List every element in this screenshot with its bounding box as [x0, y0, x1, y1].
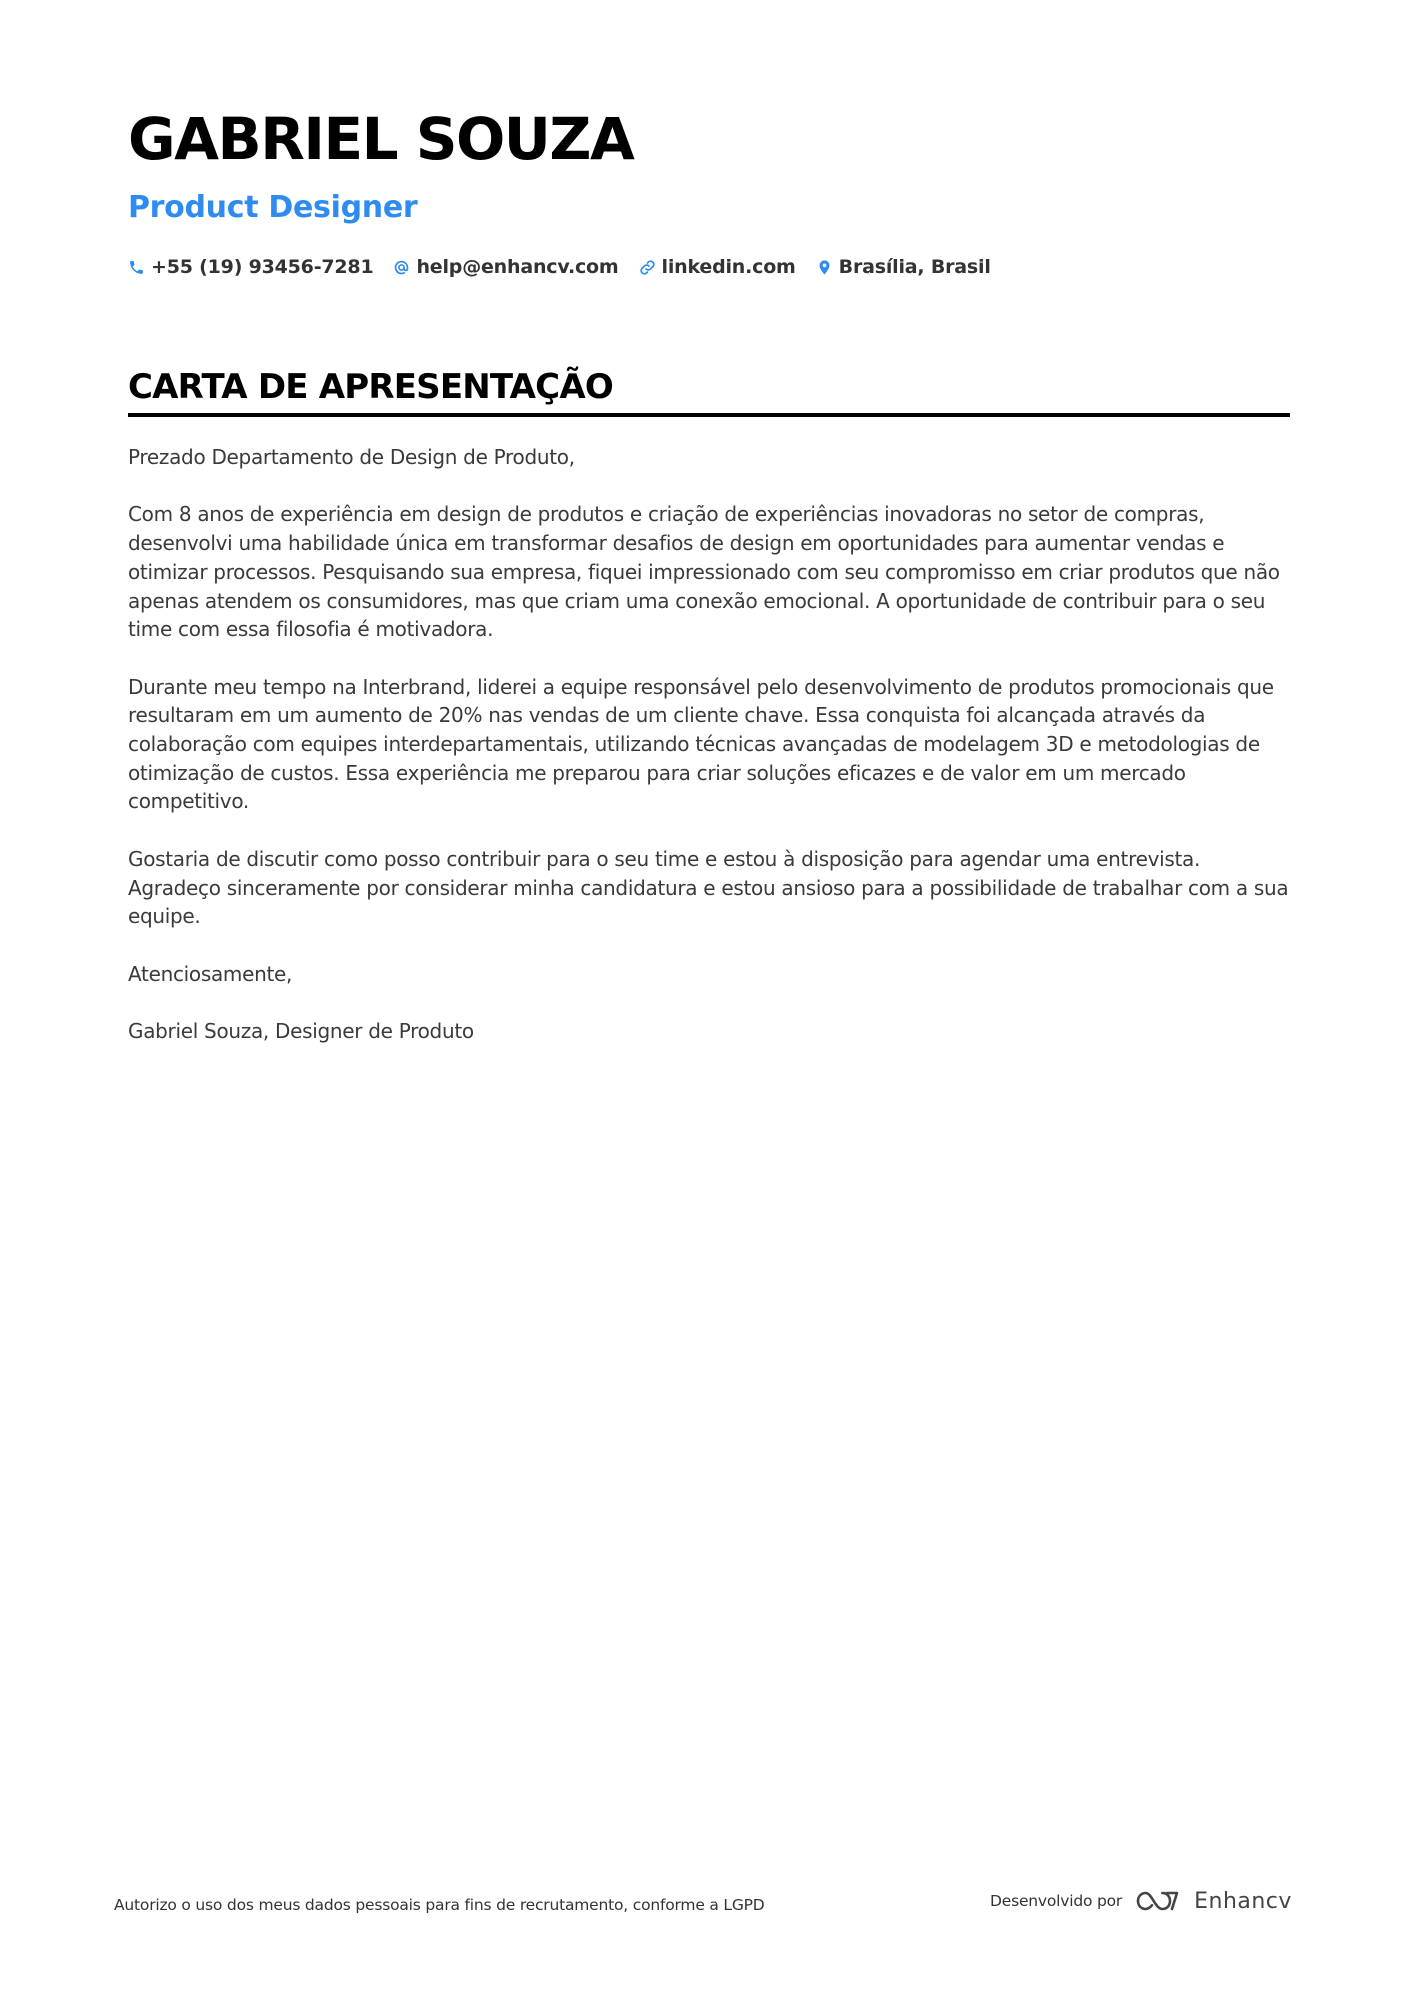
enhancv-brand: Enhancv: [1194, 1888, 1292, 1914]
link-text: linkedin.com: [661, 256, 796, 278]
phone-text: +55 (19) 93456-7281: [151, 256, 374, 278]
powered-by-label: Desenvolvido por: [990, 1892, 1123, 1910]
contact-phone: [128, 256, 373, 278]
paragraph: Com 8 anos de experiência em design de produtos e criação de experiências inovadoras no setor de compras, desenvolvi uma habilidade única em transformar desafios de design em oportunidades para aumentar vendas e otimizar processos. Pesquisando sua empresa, fiquei impressionado com seu compromisso em criar produtos que não apenas atendem os consumidores, mas que criam uma conexão emocional. A oportunidade de contribuir para o seu time com essa filosofia é motivadora.: [128, 502, 1280, 642]
section-title: CARTA DE APRESENTAÇÃO: [128, 370, 1290, 417]
paragraph: Gostaria de discutir como posso contribuir para o seu time e estou à disposição para agendar uma entrevista. Agradeço sinceramente por considerar minha candidatura e estou ansioso para a possibilidade de trabalhar com a sua equipe.: [128, 846, 1289, 929]
paragraph: Durante meu tempo na Interbrand, liderei a equipe responsável pelo desenvolvimento de produtos promocionais que resultaram em um aumento de 20% nas vendas de um cliente chave. Essa conquista foi alcançada através da colaboração com equipes interdepartamentais, utilizando técnicas avançadas de modelagem 3D e metodologias de otimização de custos. Essa experiência me preparou para criar soluções eficazes e de valor em um mercado competitivo.: [128, 674, 1274, 814]
location-pin-icon: [816, 259, 833, 276]
closing: Atenciosamente,: [128, 961, 293, 986]
contact-bar: [128, 256, 991, 278]
contact-email[interactable]: [393, 256, 618, 278]
signature: Gabriel Souza, Designer de Produto: [128, 1018, 474, 1043]
email-text: help@enhancv.com: [416, 256, 619, 278]
location-text: Brasília, Brasil: [838, 256, 991, 278]
applicant-name: GABRIEL SOUZA: [128, 105, 634, 173]
letter-body: [128, 443, 1293, 1074]
enhancv-logo-icon: [1134, 1888, 1182, 1914]
greeting: Prezado Departamento de Design de Produto,: [128, 445, 575, 469]
applicant-role: Product Designer: [128, 190, 418, 225]
contact-link[interactable]: [639, 256, 796, 278]
phone-icon: [128, 259, 145, 276]
powered-by[interactable]: [990, 1888, 1292, 1914]
link-icon: [639, 259, 656, 276]
contact-location: [816, 256, 991, 278]
consent-note: Autorizo o uso dos meus dados pessoais para fins de recrutamento, conforme a LGPD: [114, 1896, 765, 1914]
at-icon: [393, 259, 410, 276]
